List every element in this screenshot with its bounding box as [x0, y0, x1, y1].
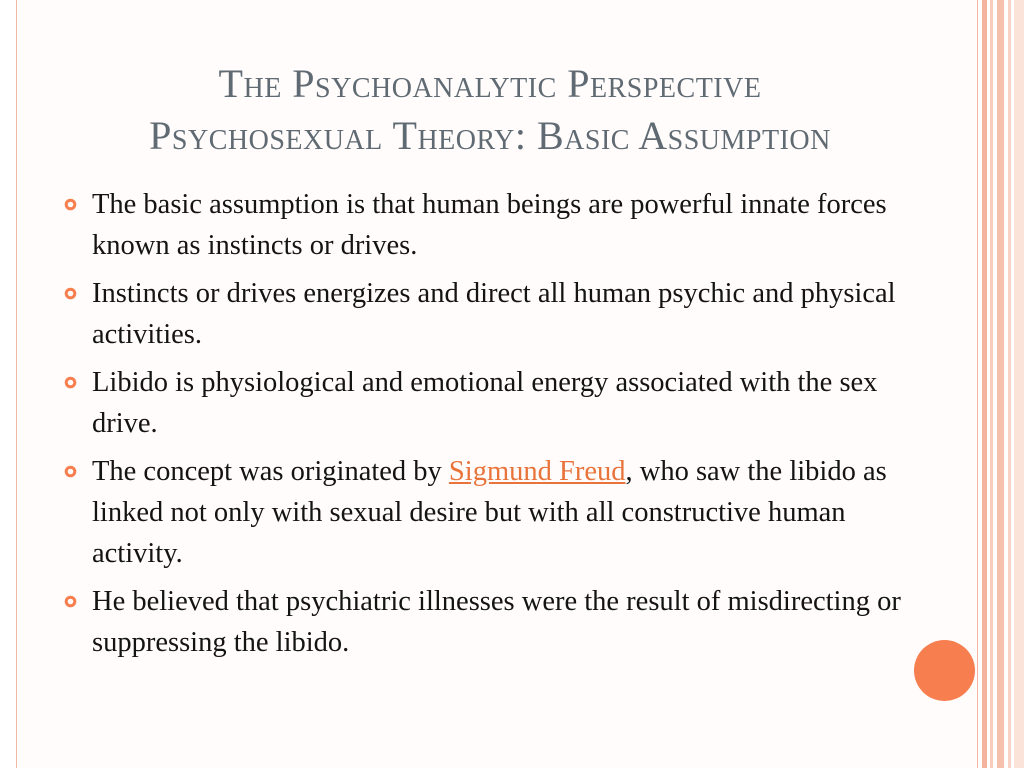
- bullet-ring-icon: [64, 595, 77, 608]
- decorative-stripe: [1008, 0, 1011, 768]
- bullet-item: [64, 184, 904, 266]
- bullet-item: [64, 273, 904, 355]
- bullet-text: Libido is physiological and emotional energy associated with the sex drive.: [92, 367, 878, 439]
- bullet-text: Instincts or drives energizes and direct all human psychic and physical activities.: [92, 278, 896, 350]
- bullet-ring-icon: [64, 287, 77, 300]
- bullet-ring-icon: [64, 198, 77, 211]
- title-line-2: Psychosexual Theory: Basic Assumption: [149, 113, 831, 158]
- bullet-text-after: , who saw the libido as linked not only with sexual desire but with all constructive human activity.: [92, 456, 887, 569]
- bullet-text-before: The concept was originated by: [92, 456, 449, 487]
- bullet-item: [64, 451, 904, 574]
- decorative-stripe: [990, 0, 993, 768]
- decorative-stripe: [1014, 0, 1024, 768]
- decorative-circle: [914, 640, 975, 701]
- bullet-ring-icon: [64, 465, 77, 478]
- sigmund-freud-link[interactable]: Sigmund Freud: [448, 456, 626, 487]
- bullet-list: [64, 184, 904, 670]
- bullet-text: The basic assumption is that human beings are powerful innate forces known as instincts or drives.: [92, 189, 887, 261]
- bullet-item: [64, 362, 904, 444]
- bullet-item: [64, 581, 904, 663]
- title-line-1: The Psychoanalytic Perspective: [218, 61, 762, 106]
- slide-title: [40, 58, 940, 162]
- bullet-text: He believed that psychiatric illnesses were the result of misdirecting or suppressing the libido.: [92, 586, 901, 658]
- decorative-stripe: [997, 0, 1004, 768]
- bullet-ring-icon: [64, 376, 77, 389]
- decorative-stripe: [982, 0, 987, 768]
